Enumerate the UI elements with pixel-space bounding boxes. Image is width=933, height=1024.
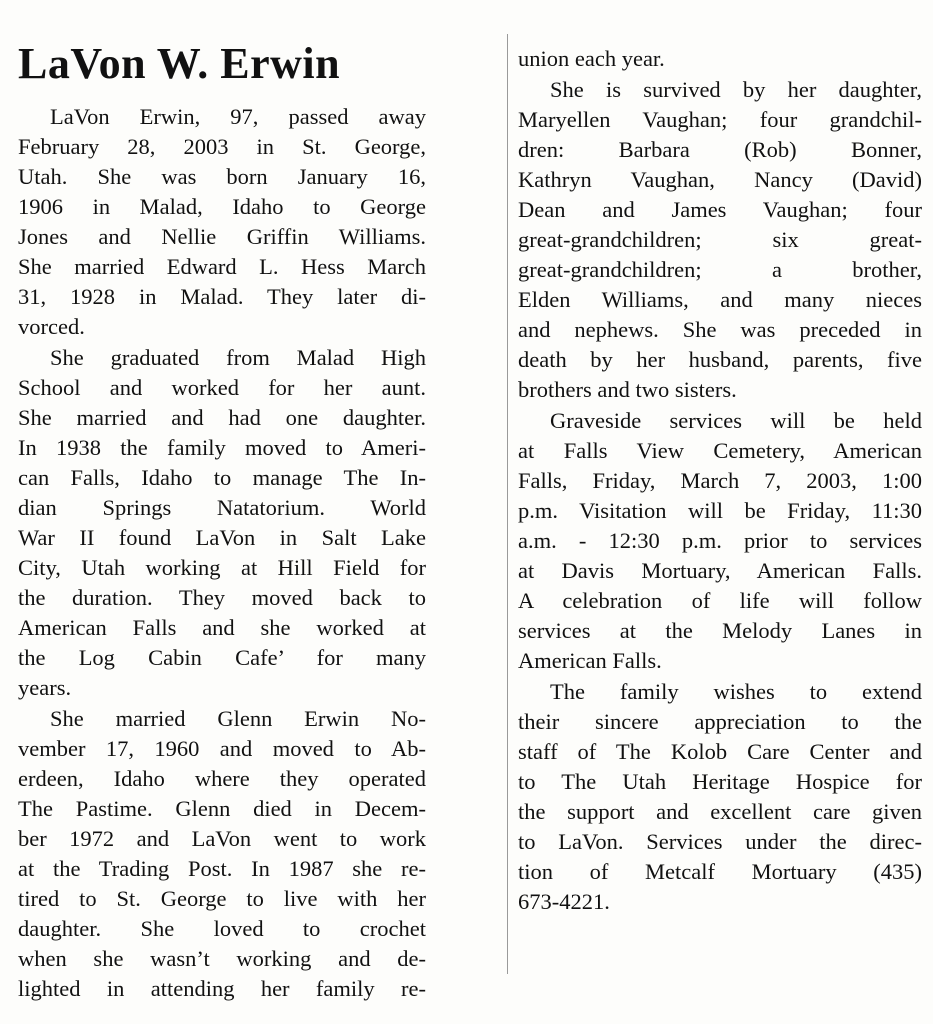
text-line: vorced.	[18, 314, 85, 339]
text-line: staff of The Kolob Care Center and	[518, 739, 922, 764]
text-line: dian Springs Natatorium. World	[18, 495, 426, 520]
text-line: War II found LaVon in Salt Lake	[18, 525, 426, 550]
text-line: Graveside services will be held	[550, 408, 922, 433]
text-line: the duration. They moved back to	[18, 585, 426, 610]
obituary-headline: LaVon W. Erwin	[18, 39, 341, 88]
text-line: years.	[18, 675, 72, 700]
text-line: The Pastime. Glenn died in Decem-	[18, 796, 426, 821]
text-line: Elden Williams, and many nieces	[518, 287, 922, 312]
text-line: when she wasn’t working and de-	[18, 946, 426, 971]
column-divider	[507, 34, 508, 974]
text-line: their sincere appreciation to the	[518, 709, 922, 734]
text-line: In 1938 the family moved to Ameri-	[18, 435, 426, 460]
text-line: at Falls View Cemetery, American	[518, 438, 922, 463]
text-line: great-grandchildren; a brother,	[518, 257, 922, 282]
text-line: ber 1972 and LaVon went to work	[18, 826, 426, 851]
text-line: The family wishes to extend	[550, 679, 922, 704]
text-line: She is survived by her daughter,	[550, 77, 922, 102]
text-line: union each year.	[518, 46, 665, 71]
text-line: LaVon Erwin, 97, passed away	[50, 104, 426, 129]
text-line: erdeen, Idaho where they operated	[18, 766, 426, 791]
text-line: great-grandchildren; six great-	[518, 227, 922, 252]
text-line: 1906 in Malad, Idaho to George	[18, 194, 426, 219]
text-line: Falls, Friday, March 7, 2003, 1:00	[518, 468, 922, 493]
text-line: can Falls, Idaho to manage The In-	[18, 465, 426, 490]
text-line: Jones and Nellie Griffin Williams.	[18, 224, 426, 249]
text-line: Utah. She was born January 16,	[18, 164, 426, 189]
text-line: the Log Cabin Cafe’ for many	[18, 645, 426, 670]
text-line: death by her husband, parents, five	[518, 347, 922, 372]
text-line: brothers and two sisters.	[518, 377, 737, 402]
text-line: a.m. - 12:30 p.m. prior to services	[518, 528, 922, 553]
text-line: at the Trading Post. In 1987 she re-	[18, 856, 426, 881]
text-line: the support and excellent care given	[518, 799, 922, 824]
text-line: She married Glenn Erwin No-	[50, 706, 426, 731]
text-line: February 28, 2003 in St. George,	[18, 134, 426, 159]
text-line: American Falls.	[518, 648, 662, 673]
text-line: Maryellen Vaughan; four grandchil-	[518, 107, 922, 132]
text-line: She married and had one daughter.	[18, 405, 426, 430]
text-line: daughter. She loved to crochet	[18, 916, 426, 941]
text-line: 673-4221.	[518, 889, 610, 914]
text-line: School and worked for her aunt.	[18, 375, 426, 400]
text-line: She married Edward L. Hess March	[18, 254, 426, 279]
text-line: City, Utah working at Hill Field for	[18, 555, 426, 580]
text-line: p.m. Visitation will be Friday, 11:30	[518, 498, 922, 523]
text-line: to The Utah Heritage Hospice for	[518, 769, 922, 794]
text-line: She graduated from Malad High	[50, 345, 426, 370]
text-line: Kathryn Vaughan, Nancy (David)	[518, 167, 922, 192]
text-line: services at the Melody Lanes in	[518, 618, 922, 643]
text-line: and nephews. She was preceded in	[518, 317, 922, 342]
text-line: vember 17, 1960 and moved to Ab-	[18, 736, 426, 761]
text-line: tired to St. George to live with her	[18, 886, 426, 911]
text-line: tion of Metcalf Mortuary (435)	[518, 859, 922, 884]
text-line: American Falls and she worked at	[18, 615, 426, 640]
text-line: to LaVon. Services under the direc-	[518, 829, 922, 854]
text-line: dren: Barbara (Rob) Bonner,	[518, 137, 922, 162]
text-line: Dean and James Vaughan; four	[518, 197, 922, 222]
text-line: lighted in attending her family re-	[18, 976, 426, 1001]
text-line: 31, 1928 in Malad. They later di-	[18, 284, 426, 309]
text-line: A celebration of life will follow	[518, 588, 922, 613]
text-line: at Davis Mortuary, American Falls.	[518, 558, 922, 583]
